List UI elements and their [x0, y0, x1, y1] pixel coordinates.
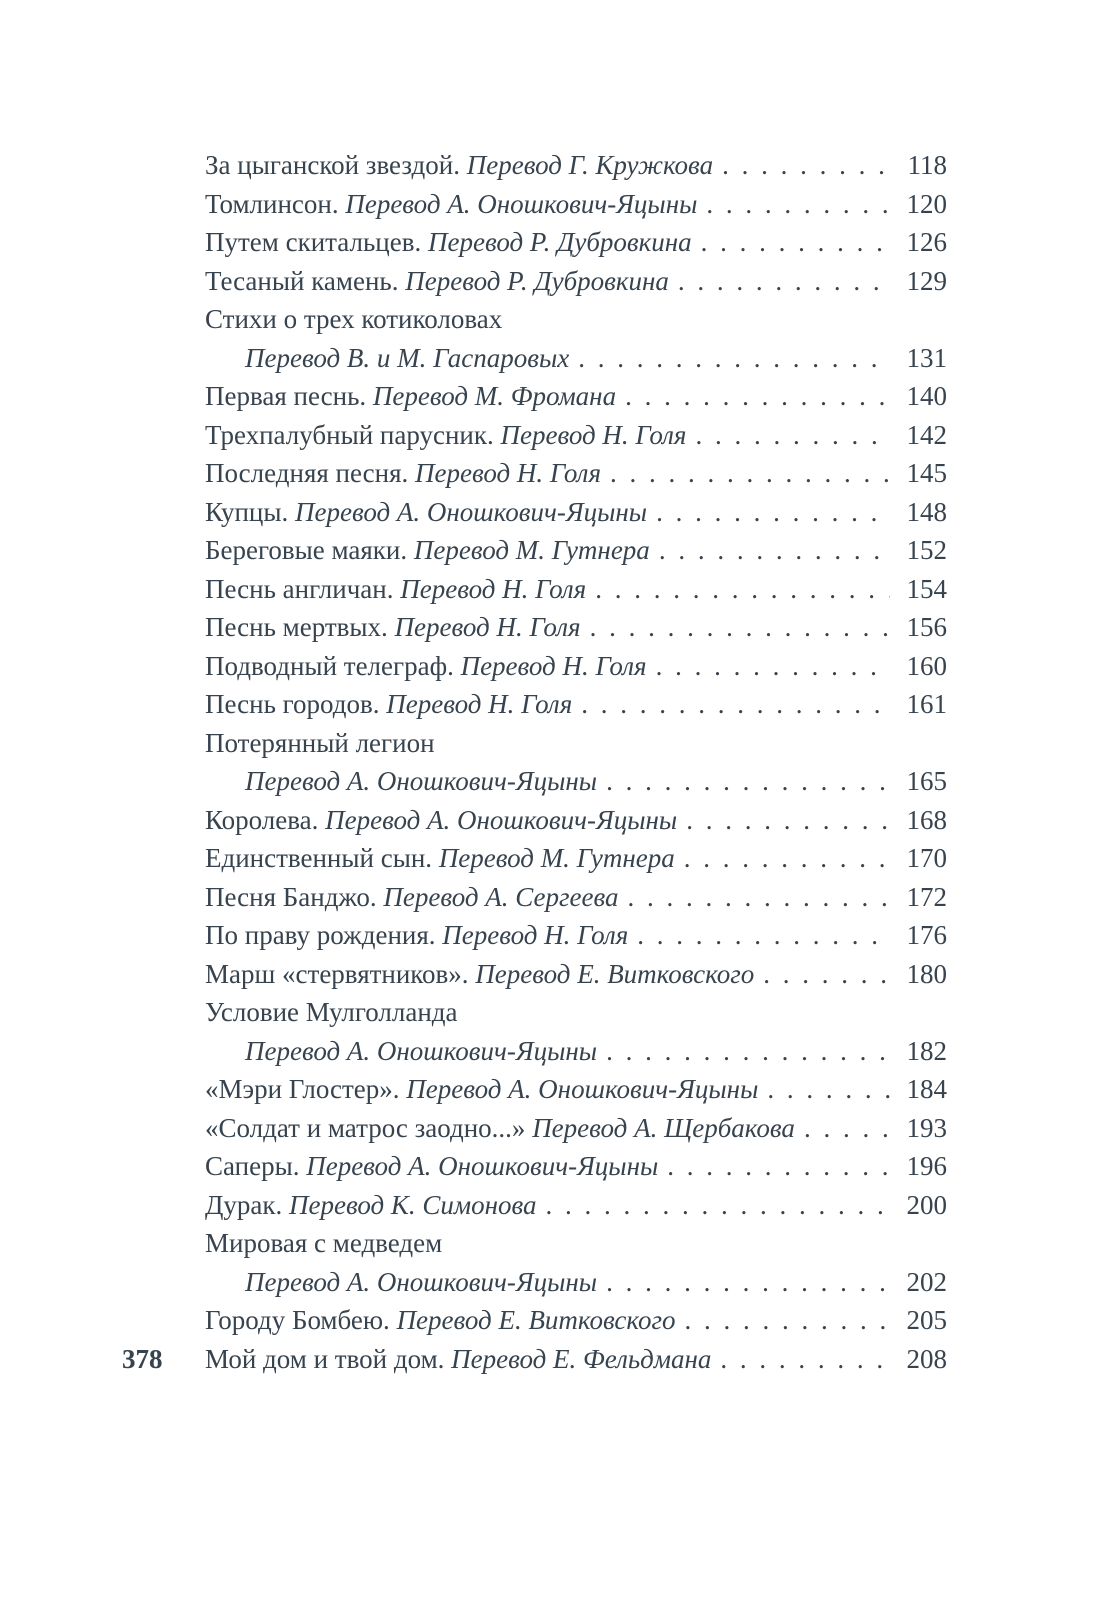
toc-entry — [205, 416, 947, 455]
toc-entry-title: Первая песнь. Перевод М. Фромана — [205, 381, 617, 411]
toc-entry — [205, 916, 947, 955]
toc-entry — [205, 1109, 947, 1148]
dot-leader — [610, 454, 890, 493]
toc-entry-title: Марш «стервятников». Перевод Е. Витковского — [205, 958, 755, 989]
dot-leader — [659, 531, 890, 570]
toc-entry — [205, 647, 947, 686]
toc-entry — [205, 878, 947, 917]
toc-entry-translator: Перевод М. Гутнера — [438, 843, 675, 873]
toc-entry — [205, 955, 947, 994]
toc-entry-translator: Перевод Н. Голя — [442, 920, 629, 950]
toc-entry-page: 160 — [906, 650, 947, 681]
toc-entry — [205, 185, 947, 224]
toc-entry-translator: Перевод А. Оношкович-Яцыны — [325, 804, 678, 835]
toc-entry — [205, 1340, 947, 1379]
toc-entry-title: Мой дом и твой дом. Перевод Е. Фельдмана — [205, 1343, 712, 1374]
toc-entry-page: 170 — [906, 843, 947, 873]
toc-entry-page: 131 — [906, 342, 947, 373]
toc-entry-title: Последняя песня. Перевод Н. Голя — [205, 458, 601, 488]
toc-entry-translator: Перевод Н. Голя — [460, 650, 647, 681]
dot-leader — [722, 146, 890, 185]
toc-entry-page: 208 — [906, 1343, 947, 1374]
toc-entry-page: 129 — [906, 265, 947, 296]
dot-leader — [701, 223, 890, 262]
toc-entry-translator: Перевод К. Симонова — [289, 1189, 537, 1220]
toc-entry-translator: Перевод А. Сергеева — [383, 881, 619, 912]
toc-entry-translator: Перевод Н. Голя — [500, 419, 687, 450]
toc-entry — [205, 339, 947, 378]
toc-entry — [205, 1186, 947, 1225]
dot-leader — [606, 1263, 890, 1302]
toc-entry-title — [245, 339, 569, 378]
toc-entry-page: 180 — [906, 958, 947, 989]
toc-entry-page: 152 — [906, 535, 947, 565]
toc-entry-page: 156 — [906, 612, 947, 642]
toc-entry — [205, 223, 947, 262]
dot-leader — [606, 762, 890, 801]
toc-entry-translator: Перевод М. Гутнера — [413, 535, 650, 565]
toc-entry-title: Томлинсон. Перевод А. Оношкович-Яцыны — [205, 188, 698, 219]
toc-entry-page: 184 — [906, 1074, 947, 1104]
dot-leader — [767, 1070, 890, 1109]
toc-entry-translator: Перевод А. Оношкович-Яцыны — [406, 1074, 759, 1104]
toc-entry-title: Песнь городов. Перевод Н. Голя — [205, 689, 573, 719]
dot-leader — [581, 685, 890, 724]
toc-entry-translator: Перевод А. Оношкович-Яцыны — [295, 496, 648, 527]
dot-leader — [678, 262, 890, 301]
toc-entry-page: 154 — [906, 573, 947, 604]
toc-entry-page: 140 — [906, 381, 947, 411]
toc-entry-page: 148 — [906, 496, 947, 527]
toc-entry-page: 182 — [906, 1035, 947, 1066]
toc-entry-translator: Перевод Р. Дубровкина — [428, 227, 692, 257]
toc-entry-page: 161 — [906, 689, 947, 719]
dot-leader — [720, 1340, 890, 1379]
toc-entry-translator: Перевод Н. Голя — [386, 689, 573, 719]
dot-leader — [546, 1186, 890, 1225]
toc-entry — [205, 300, 947, 339]
dot-leader — [685, 1301, 890, 1340]
dot-leader — [628, 878, 890, 917]
toc-entry — [205, 531, 947, 570]
toc-entry — [205, 1070, 947, 1109]
toc-entry-translator: Перевод Г. Кружкова — [466, 150, 714, 180]
toc-entry-page: 168 — [906, 804, 947, 835]
toc-entry-page: 202 — [906, 1266, 947, 1297]
toc-entry-translator: Перевод Е. Витковского — [396, 1305, 676, 1335]
toc-entry — [205, 801, 947, 840]
toc-entry — [205, 724, 947, 763]
toc-entry — [205, 262, 947, 301]
dot-leader — [578, 339, 890, 378]
dot-leader — [606, 1032, 890, 1071]
toc-entry-title: «Мэри Глостер». Перевод А. Оношкович-Яцыны — [205, 1074, 759, 1104]
toc-entry — [205, 454, 947, 493]
toc-entry-title: Путем скитальцев. Перевод Р. Дубровкина — [205, 227, 692, 257]
toc-entry-translator: Перевод А. Оношкович-Яцыны — [345, 188, 698, 219]
toc-entry-translator: Перевод В. и М. Гаспаровых — [245, 342, 570, 373]
toc-entry-page: 142 — [906, 419, 947, 450]
dot-leader — [625, 377, 890, 416]
toc-entry — [205, 762, 947, 801]
dot-leader — [590, 608, 890, 647]
toc-entry-title: Саперы. Перевод А. Оношкович-Яцыны — [205, 1151, 659, 1181]
toc-entry-translator: Перевод Р. Дубровкина — [405, 265, 669, 296]
toc-entry-page: 172 — [906, 881, 947, 912]
dot-leader — [595, 570, 890, 609]
toc-entry-title: Подводный телеграф. Перевод Н. Голя — [205, 650, 647, 681]
toc-entry-title: Дурак. Перевод К. Симонова — [205, 1189, 537, 1220]
toc-entry — [205, 608, 947, 647]
toc-entry-title: По праву рождения. Перевод Н. Голя — [205, 920, 629, 950]
toc-entry — [205, 839, 947, 878]
toc-entry-page: 196 — [906, 1151, 947, 1181]
toc-entry — [205, 1301, 947, 1340]
dot-leader — [684, 839, 890, 878]
dot-leader — [695, 416, 890, 455]
toc-entry-title: Стихи о трех котиколовах — [205, 304, 503, 334]
toc-entry-page: 120 — [906, 188, 947, 219]
toc-entry-translator: Перевод М. Фромана — [372, 381, 617, 411]
toc-entry-translator: Перевод А. Оношкович-Яцыны — [245, 766, 598, 796]
toc-entry-title: «Солдат и матрос заодно...» Перевод А. Щербакова — [205, 1112, 795, 1143]
toc-entry-translator: Перевод Н. Голя — [415, 458, 601, 488]
toc-entry-title: Песня Банджо. Перевод А. Сергеева — [205, 881, 619, 912]
toc-entry — [205, 493, 947, 532]
toc-entry-page: 176 — [906, 920, 947, 950]
toc-entry-page: 193 — [906, 1112, 947, 1143]
toc-entry-title — [245, 762, 597, 801]
toc-entry-translator: Перевод А. Щербакова — [532, 1112, 795, 1143]
toc-entry-title: Мировая с медведем — [205, 1228, 443, 1258]
page-number: 378 — [122, 1344, 163, 1374]
dot-leader — [637, 916, 890, 955]
toc-entry-page: 126 — [906, 227, 947, 257]
toc-entry — [205, 1263, 947, 1302]
toc-entry-page: 118 — [907, 150, 947, 180]
dot-leader — [656, 647, 890, 686]
toc-entry — [205, 685, 947, 724]
toc-entry-translator: Перевод А. Оношкович-Яцыны — [245, 1266, 598, 1297]
toc-entry-title: Условие Мулголланда — [205, 997, 458, 1027]
toc-entry-page: 165 — [906, 766, 947, 796]
toc-entry-title: Трехпалубный парусник. Перевод Н. Голя — [205, 419, 687, 450]
toc-entry-title: За цыганской звездой. Перевод Г. Кружкова — [205, 150, 714, 180]
toc-entry-title — [245, 1032, 597, 1071]
toc-entry-title: Береговые маяки. Перевод М. Гутнера — [205, 535, 650, 565]
toc-entry — [205, 1147, 947, 1186]
dot-leader — [656, 493, 890, 532]
dot-leader — [804, 1109, 890, 1148]
toc-entry — [205, 377, 947, 416]
toc-entry-translator: Перевод Е. Фельдмана — [451, 1343, 712, 1374]
toc-entry-title — [245, 1263, 597, 1302]
toc-entry-title: Королева. Перевод А. Оношкович-Яцыны — [205, 804, 678, 835]
dot-leader — [667, 1147, 890, 1186]
dot-leader — [763, 955, 890, 994]
toc-entry-title: Городу Бомбею. Перевод Е. Витковского — [205, 1305, 676, 1335]
toc-entry — [205, 1224, 947, 1263]
toc-entry-title: Единственный сын. Перевод М. Гутнера — [205, 843, 675, 873]
toc-entry-title: Потерянный легион — [205, 727, 435, 758]
toc-entry-page: 200 — [906, 1189, 947, 1220]
toc-entry-title: Песнь англичан. Перевод Н. Голя — [205, 573, 587, 604]
toc-entry-page: 205 — [906, 1305, 947, 1335]
toc-entry — [205, 570, 947, 609]
toc-entry-page: 145 — [906, 458, 947, 488]
dot-leader — [686, 801, 890, 840]
toc-list — [205, 146, 947, 1378]
dot-leader — [706, 185, 890, 224]
toc-entry-title: Тесаный камень. Перевод Р. Дубровкина — [205, 265, 669, 296]
toc-entry-title: Купцы. Перевод А. Оношкович-Яцыны — [205, 496, 648, 527]
toc-entry — [205, 146, 947, 185]
toc-entry — [205, 993, 947, 1032]
toc-entry-title: Песнь мертвых. Перевод Н. Голя — [205, 612, 581, 642]
toc-entry-translator: Перевод Н. Голя — [394, 612, 581, 642]
toc-entry — [205, 1032, 947, 1071]
toc-entry-translator: Перевод Н. Голя — [400, 573, 587, 604]
toc-entry-translator: Перевод А. Оношкович-Яцыны — [306, 1151, 659, 1181]
toc-entry-translator: Перевод А. Оношкович-Яцыны — [245, 1035, 598, 1066]
toc-entry-translator: Перевод Е. Витковского — [475, 958, 755, 989]
